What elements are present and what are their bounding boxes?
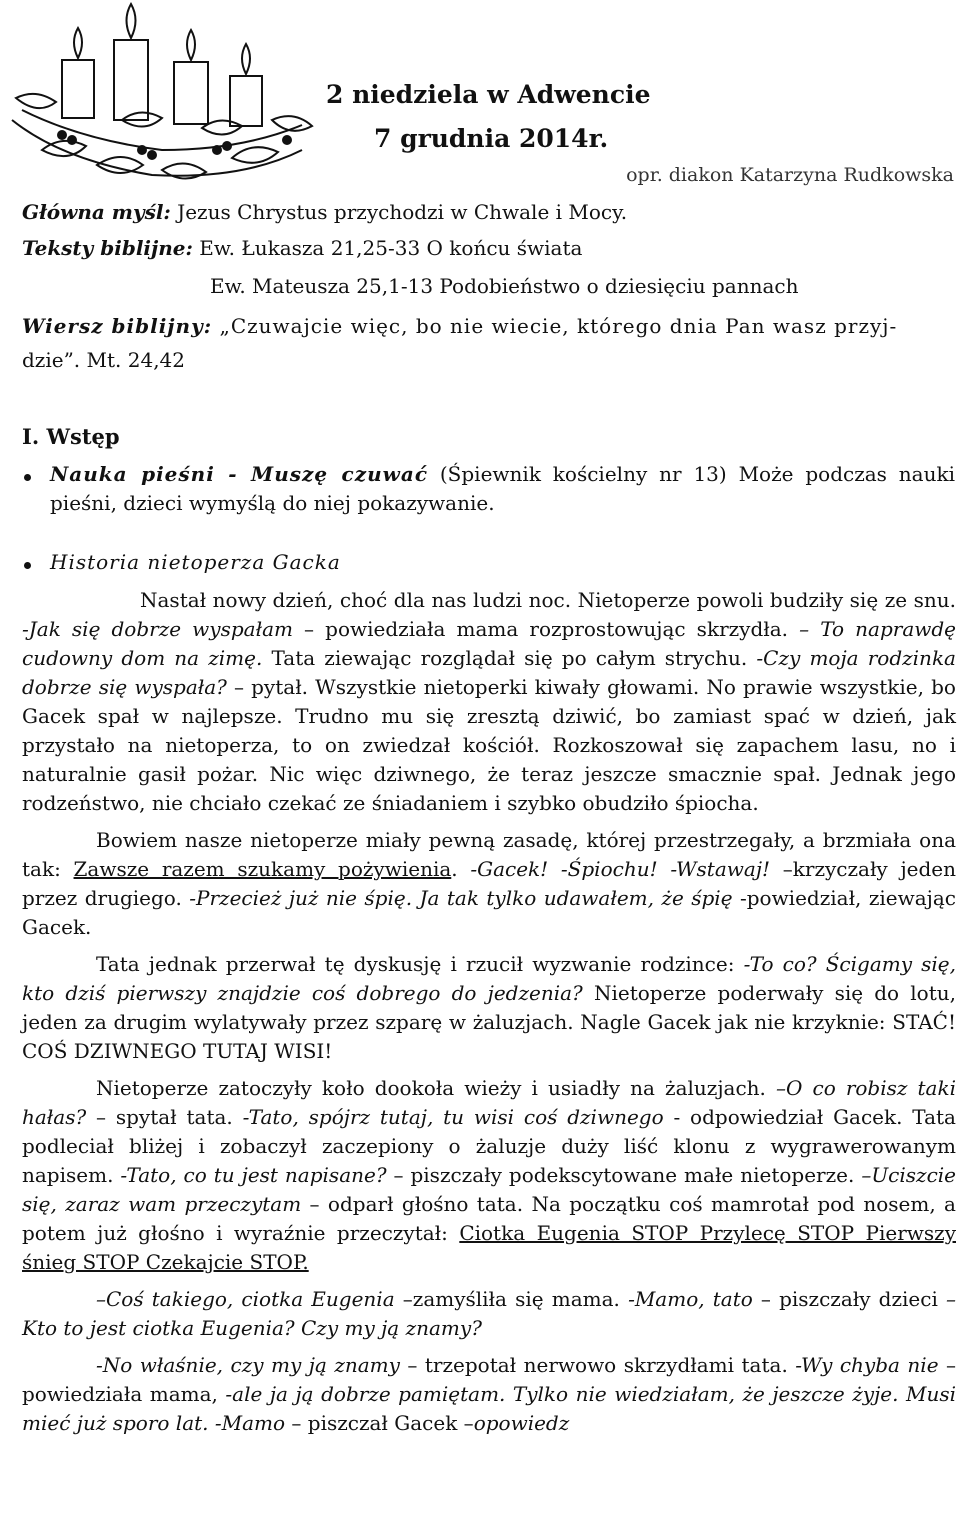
advent-wreath-illustration bbox=[2, 0, 320, 190]
bullet-dot bbox=[24, 474, 31, 481]
verse-text-1: „Czuwajcie więc, bo nie wiecie, którego dnia Pan wasz przyj- bbox=[212, 314, 898, 338]
song-note: (Śpiewnik kościelny nr 13) Może podczas nauki pieśni, dzieci wymyślą do niej pokazywanie. bbox=[50, 462, 955, 515]
bible-text-2: Ew. Mateusza 25,1-13 Podobieństwo o dziesięciu pannach bbox=[210, 274, 799, 298]
bible-text-1: Ew. Łukasza 21,25-33 O końcu świata bbox=[192, 236, 583, 260]
story-paragraph: –Coś takiego, ciotka Eugenia –zamyśliła się mama. -Mamo, tato – piszczały dzieci –Kto to jest ciotka Eugenia? Czy my ją znamy? bbox=[22, 1287, 957, 1340]
story-paragraph: Tata jednak przerwał tę dyskusję i rzucił wyzwanie rodzince: -To co? Ścigamy się, kto dziś pierwszy znajdzie coś dobrego do jedzenia? Nietoperze poderwały się do lotu, jeden za drugim wylatywały przez szparę w żaluzjach. Nagle Gacek jak nie krzyknie: STAĆ! COŚ DZIWNEGO TUTAJ WISI! bbox=[22, 952, 957, 1063]
story-paragraph: -No właśnie, czy my ją znamy – trzepotał nerwowo skrzydłami tata. -Wy chyba nie – powiedziała mama, -ale ja ją dobrze pamiętam. Tylko nie wiedziałam, że jeszcze żyje. Musi mieć już sporo lat. -Mamo – piszczał Gacek –opowiedz bbox=[22, 1353, 957, 1435]
main-thought-label: Główna myśl: bbox=[22, 200, 171, 224]
bullet-song bbox=[50, 460, 955, 518]
song-title: Nauka pieśni - Muszę czuwać bbox=[50, 462, 428, 486]
verse-line bbox=[22, 312, 897, 340]
story-paragraph: Nietoperze zatoczyły koło dookoła wieży i usiadły na żaluzjach. –O co robisz taki hałas? – spytał tata. -Tato, spójrz tutaj, tu wisi coś dziwnego - odpowiedział Gacek. Tata podleciał bliżej i zobaczył zaczepiony o żaluzje duży liść klonu z wygrawerowanym napisem. -Tato, co tu jest napisane? – piszczały podekscytowane małe nietoperze. –Uciszcie się, zaraz wam przeczytam – odparł głośno tata. Na początku coś mamrotał pod nosem, a potem już głośno i wyraźnie przeczytał: Ciotka Eugenia STOP Przylecę STOP Pierwszy śnieg STOP Czekajcie STOP. bbox=[22, 1076, 956, 1274]
page-date: 7 grudnia 2014r. bbox=[374, 124, 609, 153]
bible-texts-label: Teksty biblijne: bbox=[22, 236, 193, 260]
story-title: Historia nietoperza Gacka bbox=[50, 550, 341, 574]
story-paragraph: Bowiem nasze nietoperze miały pewną zasadę, której przestrzegały, a brzmiała ona tak: Zawsze razem szukamy pożywienia. -Gacek! -Śpiochu! -Wstawaj! –krzyczały jeden przez drugiego. -Przecież już nie śpię. Ja tak tylko udawałem, że śpię -powiedział, ziewając Gacek. bbox=[22, 828, 956, 939]
story-body bbox=[22, 586, 956, 1446]
main-thought-line bbox=[22, 198, 627, 226]
main-thought-text: Jezus Chrystus przychodzi w Chwale i Mocy. bbox=[170, 200, 628, 224]
bullet-story-title bbox=[50, 548, 955, 577]
verse-text-2: dzie”. Mt. 24,42 bbox=[22, 348, 185, 372]
section-heading: I. Wstęp bbox=[22, 424, 120, 449]
story-paragraph: Nastał nowy dzień, choć dla nas ludzi noc. Nietoperze powoli budziły się ze snu. -Jak się dobrze wyspałam – powiedziała mama rozprostowując skrzydła. – To naprawdę cudowny dom na zimę. Tata ziewając rozglądał się po całym strychu. -Czy moja rodzinka dobrze się wyspała? – pytał. Wszystkie nietoperki kiwały głowami. No prawie wszystkie, bo Gacek spał w najlepsze. Trudno mu się zresztą dziwić, bo zamiast spać w dzień, jak przystało na nietoperza, to on zwiedzał kościół. Rozkoszował się zapachem lasu, no i naturalnie gasił pożar. Nic więc dziwnego, że teraz jeszcze smacznie spał. Jednak jego rodzeństwo, nie chciało czekać ze śniadaniem i szybko obudziło śpiocha. bbox=[22, 588, 957, 815]
bible-texts-line bbox=[22, 234, 582, 262]
page-title: 2 niedziela w Adwencie bbox=[326, 80, 651, 109]
bullet-dot bbox=[24, 562, 31, 569]
verse-label: Wiersz biblijny: bbox=[22, 314, 213, 338]
author-credit: opr. diakon Katarzyna Rudkowska bbox=[626, 164, 954, 186]
